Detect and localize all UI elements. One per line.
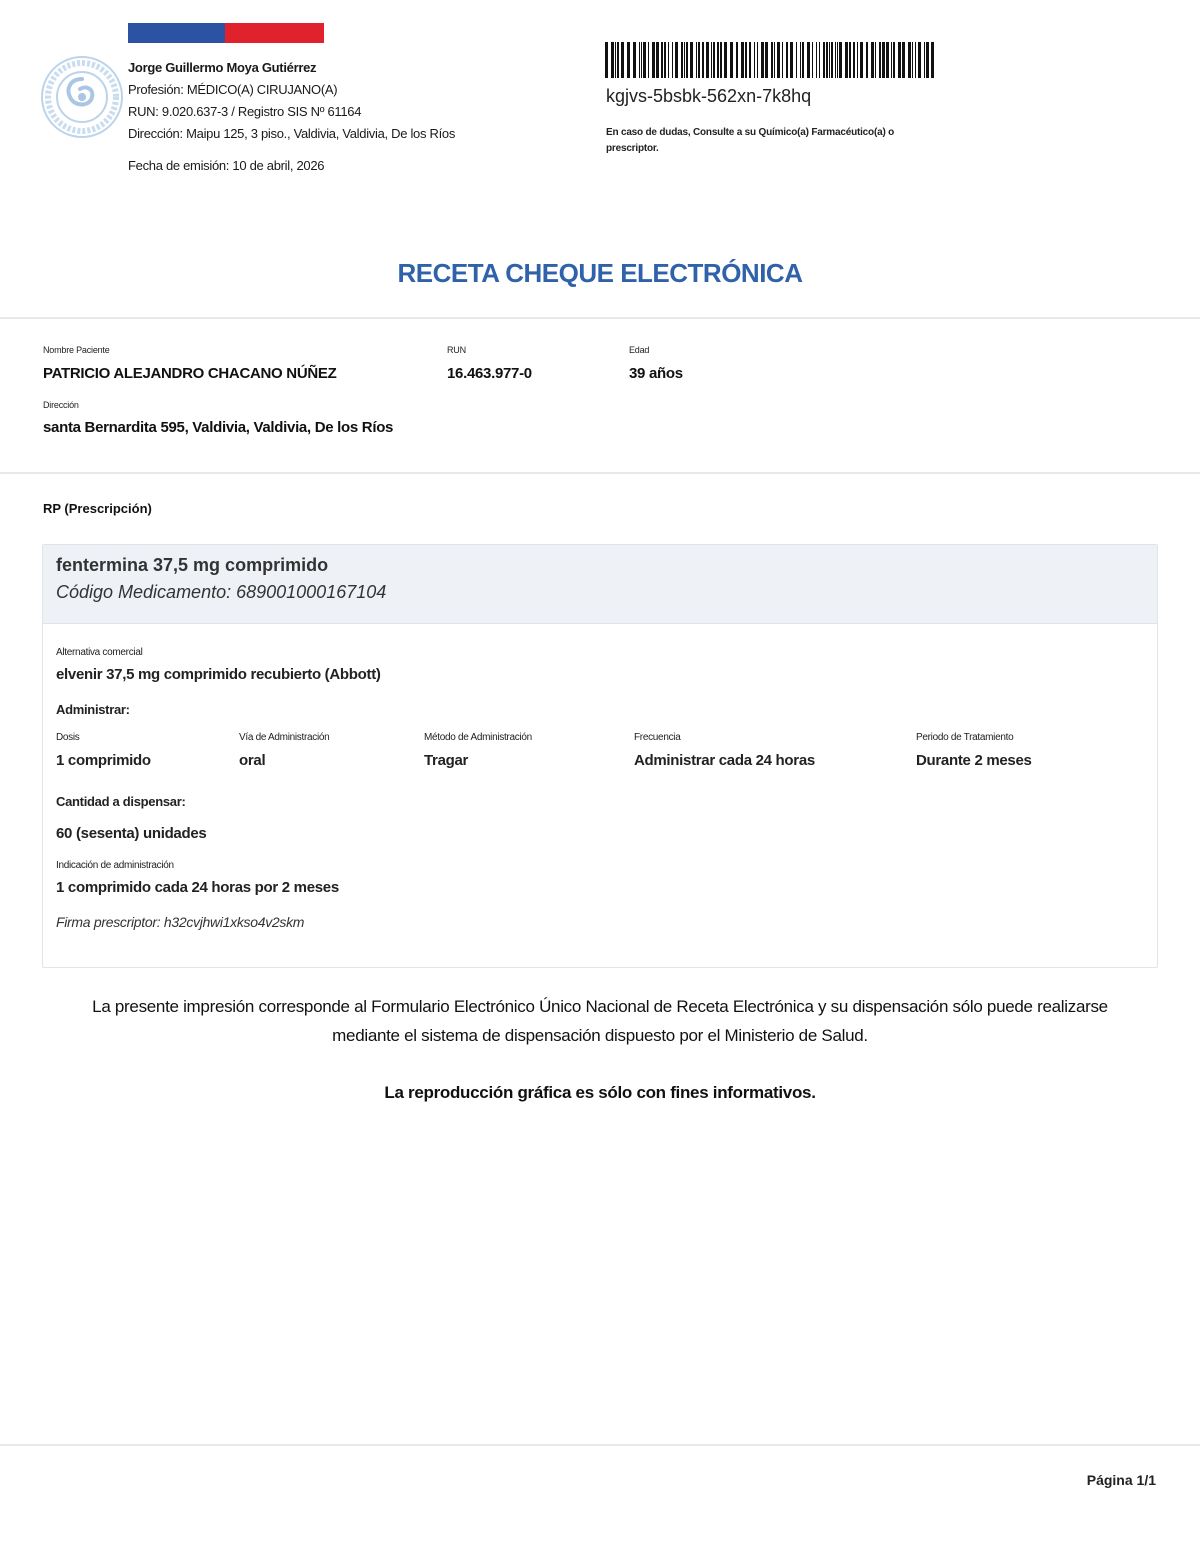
patient-run: 16.463.977-0 [447, 365, 532, 382]
barcode-icon [605, 42, 935, 78]
drug-name: fentermina 37,5 mg comprimido [56, 555, 329, 575]
emission-date: Fecha de emisión: 10 de abril, 2026 [128, 158, 325, 173]
dose-value: 1 comprimido [56, 752, 151, 769]
prescription-code: kgjvs-5bsbk-562xn-7k8hq [606, 86, 812, 106]
administer-label: Administrar: [56, 702, 130, 717]
frequency-label: Frecuencia [634, 732, 681, 743]
quantity-label: Cantidad a dispensar: [56, 794, 186, 809]
indication-label: Indicación de administración [56, 860, 174, 871]
page-title: RECETA CHEQUE ELECTRÓNICA [397, 258, 803, 288]
treatment-period-label: Periodo de Tratamiento [916, 732, 1014, 743]
informative-notice: La reproducción gráfica es sólo con fines informativos. [384, 1083, 816, 1102]
divider [0, 472, 1200, 474]
patient-age: 39 años [629, 365, 683, 382]
prescription-card [42, 544, 1158, 968]
dose-label: Dosis [56, 732, 80, 743]
drug-code: Código Medicamento: 689001000167104 [56, 582, 387, 602]
patient-run-label: RUN [447, 345, 466, 355]
quantity-value: 60 (sesenta) unidades [56, 825, 207, 842]
chile-flag-bar [128, 23, 324, 43]
route-value: oral [239, 752, 266, 769]
indication-value: 1 comprimido cada 24 horas por 2 meses [56, 879, 339, 896]
commercial-alternative-value: elvenir 37,5 mg comprimido recubierto (Abbott) [56, 666, 381, 683]
doctor-profession: Profesión: MÉDICO(A) CIRUJANO(A) [128, 82, 338, 97]
commercial-alternative-label: Alternativa comercial [56, 647, 143, 658]
page-number: Página 1/1 [1086, 1472, 1156, 1488]
doctor-name: Jorge Guillermo Moya Gutiérrez [128, 60, 317, 75]
legal-notice [0, 992, 1200, 1050]
prescription-section-title: RP (Prescripción) [43, 501, 152, 516]
method-value: Tragar [424, 752, 469, 769]
frequency-value: Administrar cada 24 horas [634, 752, 815, 769]
divider [0, 1444, 1200, 1446]
legal-notice-line-2: mediante el sistema de dispensación dispuesto por el Ministerio de Salud. [332, 1026, 868, 1045]
doctor-address: Dirección: Maipu 125, 3 piso., Valdivia, Valdivia, De los Ríos [128, 126, 456, 141]
route-label: Vía de Administración [239, 732, 330, 743]
patient-name-label: Nombre Paciente [43, 345, 110, 355]
divider [0, 317, 1200, 319]
legal-notice-line-1: La presente impresión corresponde al Formulario Electrónico Único Nacional de Receta Electrónica y su dispensación sólo puede realizarse [92, 997, 1108, 1016]
doubts-note: En caso de dudas, Consulte a su Químico(a) Farmacéutico(a) o prescriptor. [606, 127, 895, 154]
ministry-seal-icon [40, 55, 124, 139]
patient-address: santa Bernardita 595, Valdivia, Valdivia, De los Ríos [43, 419, 394, 436]
doctor-info [128, 57, 455, 145]
flag-blue-stripe [128, 23, 225, 43]
method-label: Método de Administración [424, 732, 532, 743]
prescriber-signature: Firma prescriptor: h32cvjhwi1xkso4v2skm [56, 914, 305, 930]
patient-address-label: Dirección [43, 400, 79, 410]
patient-name: PATRICIO ALEJANDRO CHACANO NÚÑEZ [43, 365, 337, 382]
patient-age-label: Edad [629, 345, 650, 355]
treatment-period-value: Durante 2 meses [916, 752, 1032, 769]
flag-red-stripe [225, 23, 324, 43]
prescription-card-header [43, 545, 1157, 624]
doctor-run-registry: RUN: 9.020.637-3 / Registro SIS Nº 61164 [128, 104, 362, 119]
